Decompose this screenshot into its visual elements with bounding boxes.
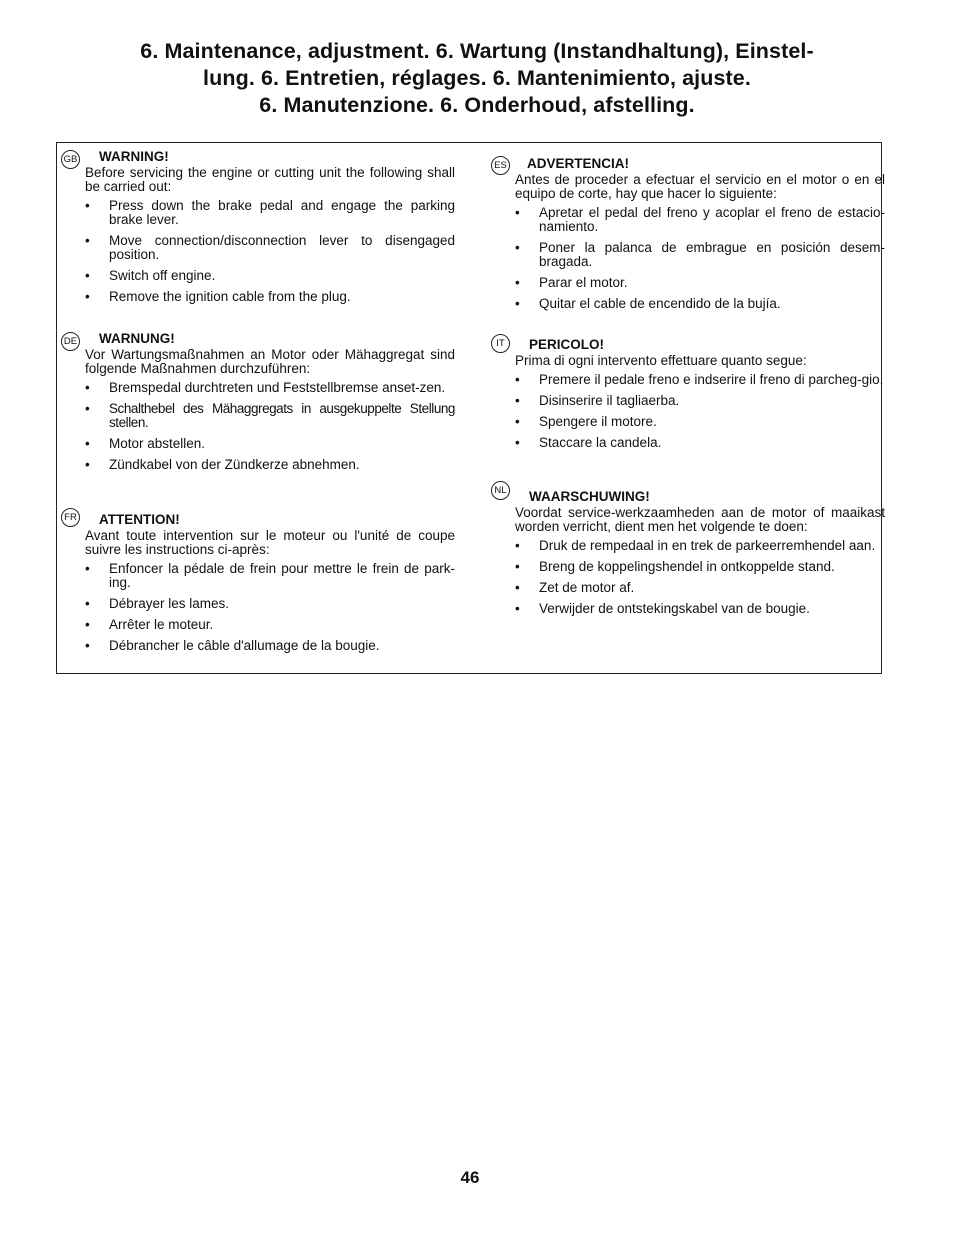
warning-box	[56, 142, 885, 674]
list-item: • Parar el motor.	[515, 276, 885, 290]
page-number: 46	[460, 1168, 480, 1187]
list-item: • Schalthebel des Mähaggregats in ausgekuppelte Stellung stellen.	[85, 402, 455, 430]
section-heading: PERICOLO!	[529, 337, 605, 352]
list-item: • Débrancher le câble d'allumage de la bougie.	[85, 639, 455, 653]
list-item: • Premere il pedale freno e indserire il freno di parcheg-gio.	[515, 373, 885, 387]
section-intro: Voordat service-werkzaamheden aan de motor of maaikast worden verricht, dient men het volgende te doen:	[515, 505, 885, 534]
bullet-list	[515, 539, 885, 616]
list-item: • Poner la palanca de embrague en posición desem-bragada.	[515, 241, 885, 269]
bullet-list	[515, 373, 885, 450]
list-item: • Zündkabel von der Zündkerze abnehmen.	[85, 458, 455, 472]
list-item: • Enfoncer la pédale de frein pour mettre le frein de park-ing.	[85, 562, 455, 590]
section-fr	[64, 512, 455, 660]
section-de	[63, 331, 455, 479]
section-intro: Avant toute intervention sur le moteur ou l'unité de coupe suivre les instructions ci-après:	[85, 528, 455, 557]
section-heading: WAARSCHUWING!	[529, 489, 650, 504]
language-badge-gb: GB	[61, 150, 80, 169]
language-badge-it: IT	[491, 334, 510, 353]
section-intro: Vor Wartungsmaßnahmen an Motor oder Mähaggregat sind folgende Maßnahmen durchzuführen:	[85, 347, 455, 376]
list-item: • Breng de koppelingshendel in ontkoppelde stand.	[515, 560, 885, 574]
list-item: • Arrêter le moteur.	[85, 618, 455, 632]
section-heading: ADVERTENCIA!	[527, 156, 630, 171]
list-item: • Spengere il motore.	[515, 415, 885, 429]
section-nl	[494, 485, 885, 623]
list-item: • Verwijder de ontstekingskabel van de bougie.	[515, 602, 885, 616]
bullet-list	[85, 199, 455, 304]
list-item: • Quitar el cable de encendido de la bujía.	[515, 297, 885, 311]
page-title	[60, 38, 894, 119]
list-item: • Zet de motor af.	[515, 581, 885, 595]
list-item: • Motor abstellen.	[85, 437, 455, 451]
language-badge-fr: FR	[61, 508, 80, 527]
bullet-list	[85, 562, 455, 653]
bullet-list	[515, 206, 885, 311]
section-intro: Before servicing the engine or cutting unit the following shall be carried out:	[85, 165, 455, 194]
section-it	[496, 337, 885, 457]
section-intro: Prima di ogni intervento effettuare quanto segue:	[515, 353, 807, 368]
bullet-list	[85, 381, 455, 472]
list-item: • Staccare la candela.	[515, 436, 885, 450]
section-intro: Antes de proceder a efectuar el servicio en el motor o en el equipo de corte, hay que hacer lo siguiente:	[515, 172, 885, 201]
section-es	[494, 156, 885, 318]
title-line: lung. 6. Entretien, réglages. 6. Mantenimiento, ajuste.	[203, 66, 751, 90]
language-badge-de: DE	[61, 332, 80, 351]
language-badge-es: ES	[491, 156, 510, 175]
list-item: • Press down the brake pedal and engage the parking brake lever.	[85, 199, 455, 227]
section-heading: WARNING!	[99, 149, 169, 164]
list-item: • Débrayer les lames.	[85, 597, 455, 611]
title-line: 6. Manutenzione. 6. Onderhoud, afstelling.	[259, 93, 695, 117]
list-item: • Disinserire il tagliaerba.	[515, 394, 885, 408]
section-heading: WARNUNG!	[99, 331, 175, 346]
list-item: • Move connection/disconnection lever to disengaged position.	[85, 234, 455, 262]
title-line: 6. Maintenance, adjustment. 6. Wartung (Instandhaltung), Einstel-	[140, 39, 814, 63]
list-item: • Remove the ignition cable from the plug.	[85, 290, 455, 304]
section-gb	[63, 149, 455, 311]
section-heading: ATTENTION!	[99, 512, 180, 527]
list-item: • Druk de rempedaal in en trek de parkeerremhendel aan.	[515, 539, 885, 553]
language-badge-nl: NL	[491, 481, 510, 500]
list-item: • Apretar el pedal del freno y acoplar el freno de estacio-namiento.	[515, 206, 885, 234]
list-item: • Bremspedal durchtreten und Feststellbremse anset-zen.	[85, 381, 455, 395]
list-item: • Switch off engine.	[85, 269, 455, 283]
